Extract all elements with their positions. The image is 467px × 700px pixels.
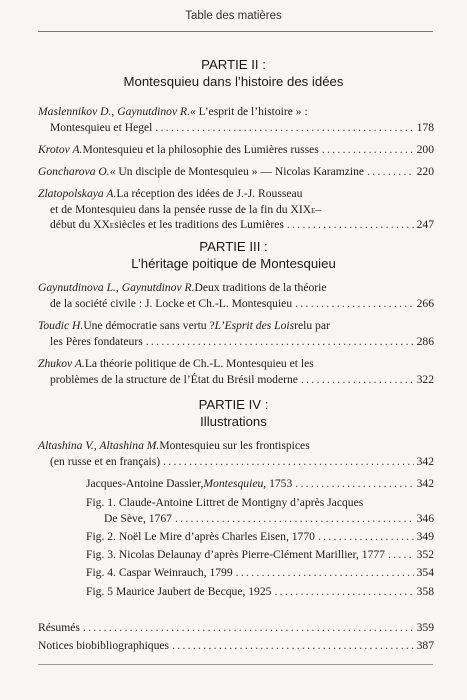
toc-entry-fig2[interactable] — [38, 529, 434, 545]
entry-page: 178 — [416, 120, 434, 134]
dot-leader — [146, 334, 414, 350]
entry-title-cont: siècles et les traditions des Lumières — [114, 218, 284, 231]
entry-title-cont: problèmes de la structure de l’État du Brésil moderne — [50, 372, 298, 386]
running-head: Table des matières — [185, 10, 282, 22]
toc-entry-krotov[interactable] — [38, 142, 434, 158]
dot-leader — [83, 620, 414, 636]
entry-title-cont: les Pères fondateurs — [50, 334, 143, 348]
dot-leader — [287, 217, 414, 233]
toc-entry-fig3[interactable] — [38, 547, 434, 563]
entry-title: Fig. 1. Claude-Antoine Littret de Montigny d’après Jacques — [86, 496, 364, 509]
dot-leader — [295, 476, 413, 492]
entry-author: Altashina V., Altashina M. — [38, 439, 160, 452]
entry-page: 346 — [416, 511, 434, 525]
part-title: L’héritage poitique de Montesquieu — [131, 256, 336, 271]
entry-title-cont: début du XX — [50, 218, 110, 231]
entry-page: 247 — [416, 218, 434, 231]
toc-entry-toudic[interactable] — [38, 318, 434, 349]
toc-entry-resumes[interactable] — [38, 620, 434, 636]
entry-page: 359 — [416, 621, 434, 634]
entry-page: 358 — [416, 585, 434, 598]
part-label: PARTIE IV : — [198, 397, 269, 412]
entry-title: Montesquieu et la philosophie des Lumières russes — [82, 143, 319, 156]
entry-title: Deux traditions de la théorie — [194, 281, 327, 294]
entry-title: Résumés — [38, 621, 80, 634]
entry-author: Goncharova O. — [38, 165, 110, 178]
dot-leader — [172, 638, 414, 654]
toc-entry-gaynutdinova[interactable] — [38, 280, 434, 311]
dot-leader — [295, 296, 413, 312]
entry-title: , 1753 — [263, 477, 293, 490]
entry-title-cont: (en russe et en français) — [50, 454, 161, 468]
entry-page: 220 — [416, 165, 434, 178]
dot-leader — [367, 164, 414, 180]
entry-title: La théorie politique de Ch.-L. Montesquieu et les — [84, 357, 314, 370]
dot-leader — [301, 372, 414, 388]
part-heading-ii — [0, 56, 467, 91]
toc-entry-maslennikov[interactable] — [38, 104, 434, 135]
entry-page: 387 — [416, 639, 434, 652]
entry-title: Jacques-Antoine Dassier, — [86, 477, 204, 490]
entry-title: « L’esprit de l’histoire » : — [189, 105, 308, 118]
footer-rule — [38, 664, 433, 665]
part-heading-iii — [0, 238, 467, 273]
entry-title: Montesquieu sur les frontispices — [159, 439, 310, 452]
entry-title-cont: Montesquieu et Hegel — [50, 120, 153, 134]
part-title: Montesquieu dans l’histoire des idées — [123, 74, 344, 89]
entry-page: 342 — [416, 477, 434, 490]
entry-title: Notices biobibliographiques — [38, 639, 170, 652]
superscript-e: E — [109, 222, 115, 230]
entry-page: 266 — [416, 296, 434, 310]
entry-author: Zhukov A. — [38, 357, 85, 370]
entry-title: Fig. 5 Maurice Jaubert de Becque, 1925 — [86, 585, 272, 598]
entry-page: 200 — [416, 143, 434, 156]
dot-leader — [274, 584, 413, 600]
entry-title: La réception des idées de J.-J. Rousseau — [116, 187, 303, 200]
entry-author: Maslennikov D., Gaynutdinov R. — [38, 105, 190, 118]
entry-title: Fig. 2. Noël Le Mire d’après Charles Eisen, 1770 — [86, 530, 315, 543]
toc-entry-notices[interactable] — [38, 638, 434, 654]
entry-author: Gaynutdinova L., Gaynutdinov R. — [38, 281, 195, 294]
entry-page: 342 — [416, 454, 434, 468]
dot-leader — [155, 120, 413, 136]
dot-leader — [322, 142, 414, 158]
toc-entry-fig4[interactable] — [38, 565, 434, 581]
entry-author: Zlatopolskaya A. — [38, 187, 117, 200]
dot-leader — [318, 529, 414, 545]
entry-page: 352 — [416, 548, 434, 561]
entry-title: Fig. 4. Caspar Weinrauch, 1799 — [86, 566, 233, 579]
toc-entry-dassier[interactable] — [38, 476, 434, 492]
dot-leader — [236, 565, 414, 581]
superscript-e: E — [311, 206, 316, 215]
dot-leader — [163, 454, 414, 470]
entry-page: 322 — [416, 372, 434, 386]
toc-entry-zlatopolskaya[interactable] — [38, 186, 434, 233]
entry-page: 286 — [416, 334, 434, 348]
entry-title-italic: L’Esprit des Lois — [214, 319, 295, 332]
entry-title: relu par — [294, 319, 330, 332]
entry-author: Krotov A. — [38, 143, 83, 156]
entry-title-cont: de la société civile : J. Locke et Ch.-L. Montesquieu — [50, 296, 293, 310]
entry-title: Une démocratie sans vertu ? — [83, 319, 215, 332]
dot-leader — [175, 511, 414, 527]
part-title: Illustrations — [200, 414, 267, 429]
toc-entry-goncharova[interactable] — [38, 164, 434, 180]
entry-title-cont: et de Montesquieu dans la pensée russe de la fin du XIX — [50, 202, 312, 216]
dot-leader — [388, 547, 414, 563]
part-label: PARTIE III : — [199, 239, 268, 254]
entry-title: Fig. 3. Nicolas Delaunay d’après Pierre-Clément Marillier, 1777 — [86, 548, 385, 561]
toc-entry-fig5[interactable] — [38, 584, 434, 600]
part-label: PARTIE II : — [201, 57, 266, 72]
entry-page: 349 — [416, 530, 434, 543]
entry-title-cont: – — [315, 202, 322, 216]
entry-title-italic: Montesquieu — [203, 477, 264, 490]
toc-entry-altashina[interactable] — [38, 438, 434, 469]
toc-entry-zhukov[interactable] — [38, 356, 434, 387]
header-rule — [38, 31, 433, 32]
part-heading-iv — [0, 396, 467, 431]
entry-author: Toudic H. — [38, 319, 84, 332]
toc-entry-fig1[interactable] — [38, 495, 434, 526]
entry-page: 354 — [416, 566, 434, 579]
entry-title-cont: De Sève, 1767 — [104, 511, 172, 525]
entry-title: « Un disciple de Montesquieu » — Nicolas Karamzine — [109, 165, 365, 178]
